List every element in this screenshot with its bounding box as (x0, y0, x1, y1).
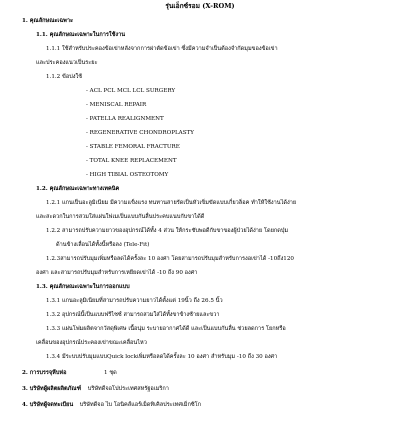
para-1-3-4: 1.3.4 มีระบบปรับมุมแบบQuick lockเพิ่มหรือลดได้ครั้งละ 10 องศา สำหรับมุม -10 ถึง 30 องศา (46, 354, 278, 360)
para-1-2-2-line-2: ด้านข้างเลื่อนได้ทั้งนี้หรือลง (Tele-Fit) (56, 242, 150, 248)
document-title: รุ่นเอ็กซ์รอม (X-ROM) (165, 2, 235, 10)
indication-item: - ACL PCL MCL LCL SURGERY (86, 88, 176, 94)
section-1-heading: 1. คุณลักษณะเฉพาะ (22, 18, 73, 24)
indication-item: - TOTAL KNEE REPLACEMENT (86, 158, 177, 164)
para-1-2-1-line-2: และสะดวกในการสวมใส่แผ่นใฟเมเป็นแบบกันลื่นประคบแนบกับขาได้ดี (36, 214, 205, 220)
indication-item: - MENISCAL REPAIR (86, 102, 147, 108)
para-1-2-2-line-1: 1.2.2 สามารถปรับความยาวของอุปกรณ์ได้ทั้ง 4 ส่วน ให้กระชับพอดีกับขาของผู้ป่วยได้ง่าย โดยกดปุ่ม (46, 228, 289, 234)
para-1-2-3-line-2: องศา และสามารถปรับมุมสำหรับการเหยียดเข่าได้ -10 ถึง 90 องศา (36, 270, 198, 276)
indication-item: - HIGH TIBIAL OSTEOTOMY (86, 172, 169, 178)
para-1-1-1-line-1: 1.1.1 ใช้สำหรับประคองข้อเข่าหลังจากการผ่าตัดข้อเข่า ซึ่งมีความจำเป็นต้องจำกัดมุมของข้อเข่า (46, 46, 278, 52)
section-1-3-heading: 1.3. คุณลักษณะเฉพาะในการออกแบบ (36, 284, 130, 290)
para-1-2-3-line-1: 1.2.3สามารถปรับมุมเพิ่มหรือลดได้ครั้งละ 10 องศา โดยสามารถปรับมุมสำหรับการงอเข่าได้ -10ถึง120 (46, 256, 294, 262)
section-2-label: 2. การบรรจุหีบห่อ (22, 370, 67, 376)
para-1-2-1-line-1: 1.2.1 แกนเป็นอะลูมิเนียม มีความแข็งแรง ทนทานสายรัดเป็นหัวเข็มขัดแบบเกี่ยวล็อค ทำให้ใช้งานได้ง่าย (46, 200, 297, 206)
section-3-row (22, 386, 169, 393)
section-1-1-heading: 1.1. คุณลักษณะเฉพาะในการใช้งาน (36, 32, 126, 38)
para-1-1-1-line-2: และประคองแนวเป็นระยะ (36, 60, 98, 66)
indication-item: - STABLE FEMORAL FRACTURE (86, 144, 180, 150)
section-1-2-heading: 1.2. คุณลักษณะเฉพาะทางเทคนิค (36, 186, 120, 192)
para-1-3-3-line-1: 1.3.3 แผ่นโฟมผลิตจากวัสดุพิเศษ เนื้อนุ่ม ระบายอากาศได้ดี และเป็นแบบกันลื่น ช่วยลดการ โยกหรือ (46, 326, 286, 332)
para-1-3-3-line-2: เคลื่อนของอุปกรณ์ประคองเข่าขณะเคลื่อนไหว (36, 340, 147, 346)
section-3-label: 3. บริษัทผู้ผลิตผลิตภัณฑ์ (22, 386, 82, 392)
section-4-value: บริษัทดีจอ ไบ โอนิคส์แอร์เม็ดทิเคิลประเทศเม็กซิโก (79, 402, 202, 408)
section-2-row (22, 370, 117, 377)
para-1-3-1: 1.3.1 แกนอะลูมิเนียมที่สามารถปรับความยาวได้ตั้งแต่ 19นิ้ว ถึง 26.5 นิ้ว (46, 298, 223, 304)
para-1-1-2: 1.1.2 ข้อบ่งใช้ (46, 74, 83, 80)
section-3-value: บริษัทดีจอโปประเทศสหรัฐอเมริกา (87, 386, 169, 392)
section-4-row (22, 402, 201, 409)
para-1-3-2: 1.3.2 อุปกรณ์นี้เป็นแบบฟรีไซซ์ สามารถสวมใส่ได้ทั้งขาข้างซ้ายและขวา (46, 312, 220, 318)
section-4-label: 4. บริษัทผู้จดทะเบียน (22, 402, 74, 408)
indication-item: - REGENERATIVE CHONDROPLASTY (86, 130, 194, 136)
indication-item: - PATELLA REALIGNMENT (86, 116, 164, 122)
section-2-value: 1 ชุด (104, 370, 117, 376)
